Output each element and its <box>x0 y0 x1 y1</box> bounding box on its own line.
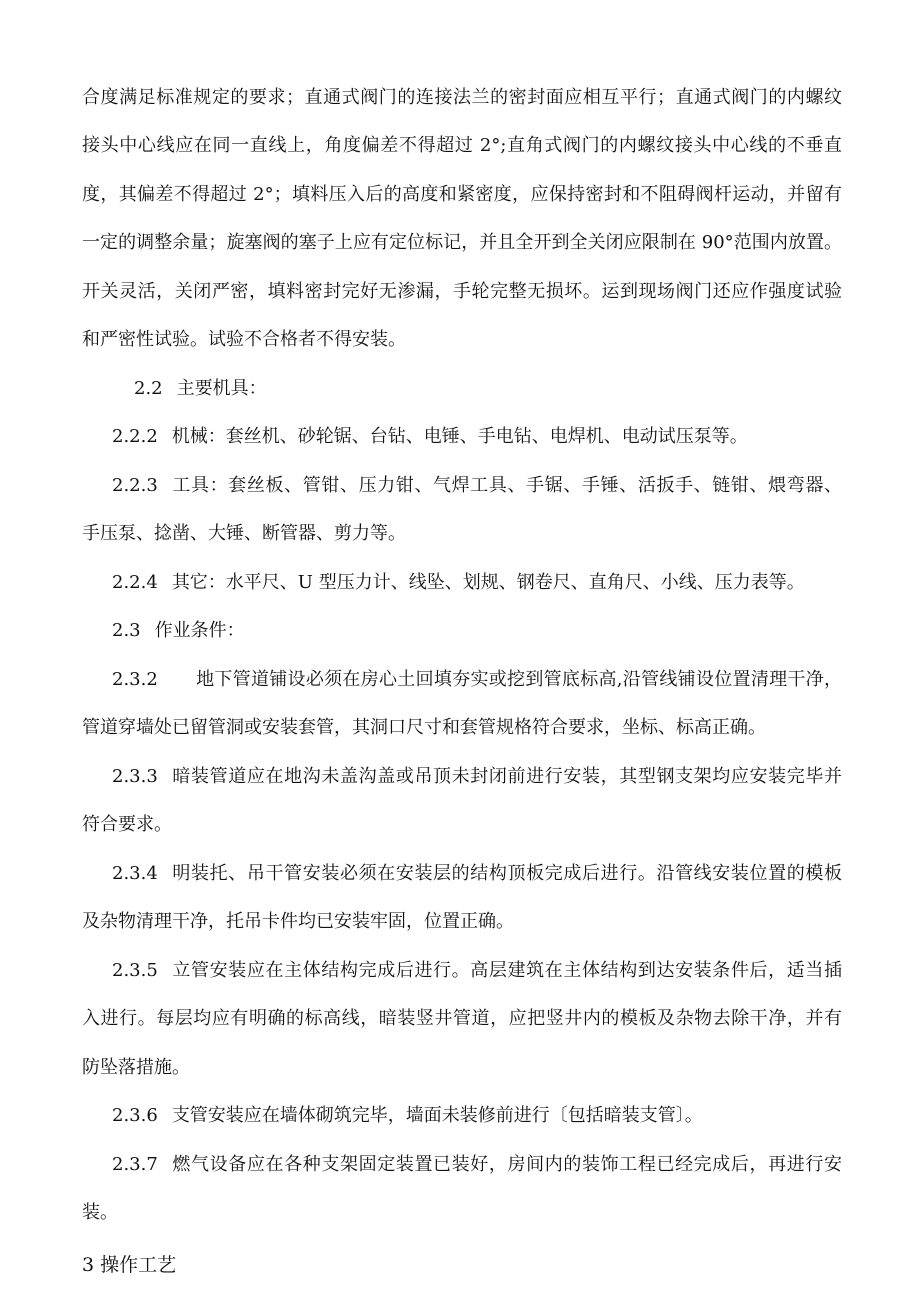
item-2-3-4 <box>112 862 842 886</box>
section-heading-3: 3 操作工艺 <box>82 1254 177 1276</box>
item-2-3-7-continuation: 装。 <box>82 1202 118 1223</box>
section-heading-2-2 <box>134 377 842 401</box>
item-text: 支管安装应在墙体砌筑完毕，墙面未装修前进行〔包括暗装支管〕。 <box>171 1105 703 1126</box>
item-2-3-6 <box>112 1104 842 1128</box>
item-2-3-4-continuation: 及杂物清理干净，托吊卡件均已安装牢固，位置正确。 <box>82 911 514 932</box>
valve-paragraph-line: 开关灵活，关闭严密，填料密封完好无渗漏，手轮完整无损坏。运到现场阀门还应作强度试验 <box>82 281 842 302</box>
section-title: 作业条件： <box>154 620 245 641</box>
item-2-2-2 <box>112 425 842 449</box>
item-number: 2.3.2 <box>112 669 158 690</box>
item-number: 2.3.7 <box>112 1154 158 1175</box>
valve-paragraph-line: 度，其偏差不得超过 2°；填料压入后的高度和紧密度，应保持密封和不阻碍阀杆运动，并留有 <box>82 184 842 205</box>
valve-paragraph-line: 和严密性试验。试验不合格者不得安装。 <box>82 329 406 350</box>
item-text: 明装托、吊干管安装必须在安装层的结构顶板完成后进行。沿管线安装位置的模板 <box>171 863 842 884</box>
valve-paragraph-line: 合度满足标准规定的要求；直通式阀门的连接法兰的密封面应相互平行；直通式阀门的内螺纹 <box>82 87 842 108</box>
item-2-3-5-continuation: 入进行。每层均应有明确的标高线，暗装竖井管道，应把竖井内的模板及杂物去除干净，并有 <box>82 1008 842 1029</box>
item-number: 2.2.3 <box>112 475 158 496</box>
item-2-2-3-continuation: 手压泵、捻凿、大锤、断管器、剪力等。 <box>82 523 406 544</box>
item-number: 2.2.2 <box>112 426 158 447</box>
item-number: 2.2.4 <box>112 572 158 593</box>
item-2-3-3 <box>112 765 842 789</box>
item-number: 2.3.3 <box>112 766 158 787</box>
item-text: 立管安装应在主体结构完成后进行。高层建筑在主体结构到达安装条件后，适当插 <box>171 960 842 981</box>
item-2-3-3-continuation: 符合要求。 <box>82 814 172 835</box>
item-number: 2.3.6 <box>112 1105 158 1126</box>
item-2-3-2 <box>112 668 842 692</box>
item-text: 工具：套丝板、管钳、压力钳、气焊工具、手锯、手锤、活扳手、链钳、煨弯器、 <box>171 475 842 496</box>
item-text: 其它：水平尺、U 型压力计、线坠、划规、钢卷尺、直角尺、小线、压力表等。 <box>171 572 805 593</box>
item-2-2-4 <box>112 571 842 595</box>
item-text: 燃气设备应在各种支架固定装置已装好，房间内的装饰工程已经完成后，再进行安 <box>171 1154 842 1175</box>
item-number: 2.3.5 <box>112 960 158 981</box>
section-number: 2.2 <box>134 378 163 399</box>
valve-paragraph-line: 一定的调整余量；旋塞阀的塞子上应有定位标记，并且全开到全关闭应限制在 90°范围内放置。 <box>82 232 842 253</box>
valve-paragraph-line: 接头中心线应在同一直线上，角度偏差不得超过 2°;直角式阀门的内螺纹接头中心线的不垂直 <box>82 135 842 156</box>
item-2-3-5 <box>112 959 842 983</box>
item-text: 暗装管道应在地沟未盖沟盖或吊顶未封闭前进行安装，其型钢支架均应安装完毕并 <box>171 766 842 787</box>
item-2-3-2-continuation: 管道穿墙处已留管洞或安装套管，其洞口尺寸和套管规格符合要求，坐标、标高正确。 <box>82 717 766 738</box>
section-number: 2.3 <box>112 620 141 641</box>
item-2-2-3 <box>112 474 842 498</box>
section-title: 主要机具： <box>176 378 267 399</box>
item-2-3-5-continuation: 防坠落措施。 <box>82 1057 190 1078</box>
section-heading-2-3 <box>112 619 842 643</box>
item-text: 机械：套丝机、砂轮锯、台钻、电锤、手电钻、电焊机、电动试压泵等。 <box>171 426 748 447</box>
item-2-3-7 <box>112 1153 842 1177</box>
item-number: 2.3.4 <box>112 863 158 884</box>
item-text: 地下管道铺设必须在房心土回填夯实或挖到管底标高,沿管线铺设位置清理干净， <box>195 669 842 690</box>
